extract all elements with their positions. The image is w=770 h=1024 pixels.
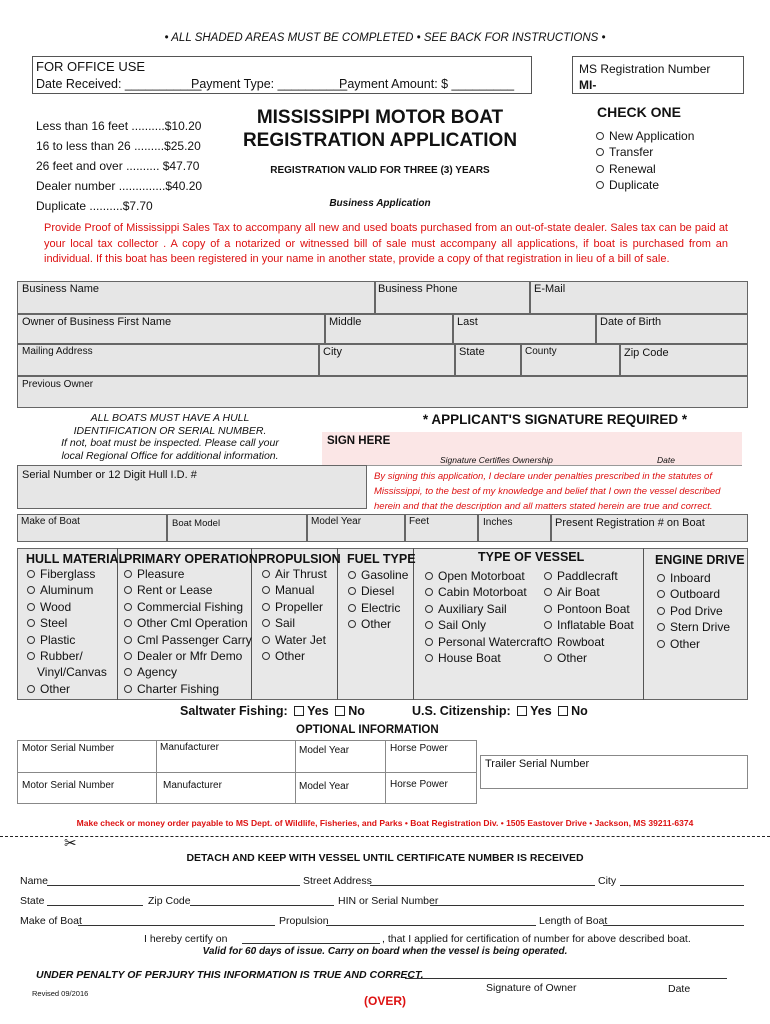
- fee-item: Less than 16 feet ..........$10.20: [36, 119, 202, 133]
- fee-item: Duplicate ..........$7.70: [36, 199, 153, 213]
- signature-of-owner-label: Signature of Owner: [486, 982, 577, 994]
- option-label: Commercial Fishing: [137, 599, 244, 614]
- form-title: [210, 106, 550, 152]
- manufacturer-1-field[interactable]: Manufacturer: [160, 742, 219, 753]
- last-name-field[interactable]: [453, 314, 596, 344]
- engine-drive-title: ENGINE DRIVE: [655, 553, 745, 567]
- option-label: Fiberglass: [40, 567, 96, 581]
- boat-model-field[interactable]: [167, 514, 307, 542]
- field-label: Feet: [409, 516, 430, 527]
- propulsion-title: PROPULSION: [258, 552, 341, 566]
- title-line-2: REGISTRATION APPLICATION: [242, 130, 518, 151]
- motor-table: [17, 740, 477, 804]
- check-transfer[interactable]: [596, 144, 694, 160]
- temp-street-label: Street Address: [303, 875, 372, 887]
- fee-item: 16 to less than 26 .........$25.20: [36, 139, 201, 153]
- owner-date-label: Date: [668, 983, 691, 995]
- option-label: Cabin Motorboat: [438, 585, 527, 600]
- proof-text: Provide Proof of Mississippi Sales Tax to accompany all new and used boats purchased from an out-of-state dealer. Sales tax can be paid at your local tax collector . A copy of a notarized or witnessed bill of sale must accompany all applications, if boat is purchased from an individual. If this boat has been registered in your name in another state, provide a copy of that registration in lieu of a bill of sale.: [44, 222, 728, 265]
- op-rent-lease[interactable]: [124, 582, 252, 598]
- feet-field[interactable]: [405, 514, 478, 542]
- ms-registration-box[interactable]: [572, 56, 744, 94]
- radio-icon: [27, 586, 35, 594]
- valid-60-days: Valid for 60 days of issue. Carry on board when the vessel is being operated.: [202, 946, 568, 957]
- fee-list: [36, 116, 202, 216]
- fuel-type-options: [348, 567, 408, 633]
- saltwater-fishing: [180, 704, 365, 718]
- prop-water-jet[interactable]: [262, 632, 327, 648]
- vessel-other[interactable]: [544, 650, 634, 666]
- over-label: (OVER): [364, 994, 406, 1008]
- prop-air-thrust[interactable]: [262, 566, 327, 582]
- field-label: County: [525, 346, 557, 357]
- signature-certifies-label: Signature Certifies Ownership: [440, 455, 553, 465]
- option-label: Diesel: [361, 584, 395, 599]
- hull-aluminum[interactable]: [27, 582, 107, 598]
- hull-steel[interactable]: [27, 615, 107, 631]
- model-year-2-field[interactable]: Model Year: [299, 781, 350, 792]
- op-pleasure[interactable]: [124, 566, 252, 582]
- option-label: Pod Drive: [670, 603, 723, 618]
- declaration-text: By signing this application, I declare under penalties prescribed in the statutes of Mississippi, to the best of my knowledge and belief that I own the vessel described herein and that the description and all matters stated herein are true and correct.: [374, 471, 721, 512]
- office-payment-amount: Payment Amount: $ _________: [339, 77, 515, 91]
- business-application: Business Application: [329, 198, 431, 209]
- certify-text-b: , that I applied for certification of number for above described boat.: [382, 933, 691, 945]
- option-label: Propeller: [275, 599, 324, 614]
- prop-manual[interactable]: [262, 582, 327, 598]
- hull-note-line: IDENTIFICATION OR SERIAL NUMBER.: [73, 424, 267, 437]
- prop-propeller[interactable]: [262, 599, 327, 615]
- fuel-diesel[interactable]: [348, 583, 408, 599]
- hull-rubber[interactable]: [27, 648, 107, 664]
- vessel-options-col1: [425, 568, 544, 666]
- no-label: No: [348, 704, 365, 718]
- option-label: Electric: [361, 600, 401, 615]
- engine-stern-drive[interactable]: [657, 619, 730, 635]
- option-label: Inboard: [670, 571, 711, 585]
- check-new-application[interactable]: [596, 128, 694, 144]
- hull-vinyl-canvas-label: Vinyl/Canvas: [37, 665, 107, 680]
- option-label: Other: [40, 681, 71, 696]
- radio-icon: [27, 652, 35, 660]
- field-label: Business Name: [22, 283, 100, 295]
- option-label: Rubber/: [40, 649, 83, 664]
- model-year-field[interactable]: [307, 514, 405, 542]
- present-registration-field[interactable]: [551, 514, 748, 542]
- option-label: Manual: [275, 583, 315, 598]
- field-label: Owner of Business First Name: [22, 316, 172, 328]
- payable-text: Make check or money order payable to MS Dept. of Wildlife, Fisheries, and Parks • Boat Registration Div. • 1505 Eastover Drive • Jackson, MS 39211-6374: [76, 818, 694, 828]
- vessel-sail-only[interactable]: [425, 617, 544, 633]
- radio-icon: [124, 668, 132, 676]
- option-label: Dealer or Mfr Demo: [137, 649, 243, 664]
- email-field[interactable]: [530, 281, 748, 314]
- radio-icon: [596, 132, 604, 140]
- option-label: Auxiliary Sail: [438, 601, 507, 616]
- temp-length-label: Length of Boat: [539, 915, 608, 927]
- temp-name-label: Name: [20, 875, 49, 887]
- temp-zip-label: Zip Code: [148, 895, 191, 907]
- office-payment-type: Payment Type: __________: [191, 77, 348, 91]
- radio-icon: [124, 603, 132, 611]
- radio-icon: [27, 619, 35, 627]
- temp-street-line[interactable]: [370, 885, 595, 886]
- middle-name-field[interactable]: [325, 314, 453, 344]
- county-field[interactable]: [521, 344, 620, 376]
- op-charter-fishing[interactable]: [124, 681, 252, 697]
- option-label: Sail: [275, 616, 296, 631]
- vessel-house-boat[interactable]: [425, 650, 544, 666]
- option-label: Charter Fishing: [137, 681, 220, 696]
- signature-field[interactable]: [322, 432, 742, 466]
- city-field[interactable]: [319, 344, 455, 376]
- option-label: Air Boat: [557, 585, 600, 600]
- option-label: Other Cml Operation: [137, 616, 248, 631]
- temp-name-line[interactable]: [47, 885, 300, 886]
- radio-icon: [27, 636, 35, 644]
- office-box: [32, 56, 532, 94]
- field-label: Previous Owner: [22, 379, 94, 390]
- option-label: Paddlecraft: [557, 569, 618, 583]
- radio-icon: [348, 620, 356, 628]
- field-label: E-Mail: [534, 283, 566, 295]
- option-label: Inflatable Boat: [557, 618, 634, 633]
- field-label: City: [323, 346, 342, 358]
- radio-icon: [124, 586, 132, 594]
- radio-icon: [657, 574, 665, 582]
- radio-icon: [348, 587, 356, 595]
- radio-icon: [425, 572, 433, 580]
- radio-icon: [425, 605, 433, 613]
- option-label: Other: [361, 617, 392, 632]
- field-label: Boat Model: [172, 518, 221, 529]
- radio-icon: [544, 621, 552, 629]
- ms-registration-prefix: MI-: [579, 78, 597, 92]
- saltwater-yes-checkbox[interactable]: [294, 706, 304, 716]
- op-dealer-demo[interactable]: [124, 648, 252, 664]
- revised-label: Revised 09/2016: [32, 989, 89, 998]
- temp-city-label: City: [598, 875, 617, 887]
- check-one-title: CHECK ONE: [597, 104, 682, 120]
- owner-signature-line[interactable]: [405, 978, 727, 979]
- field-label: Middle: [329, 316, 362, 328]
- radio-icon: [657, 640, 665, 648]
- radio-icon: [425, 588, 433, 596]
- radio-icon: [262, 652, 270, 660]
- fee-item: 26 feet and over .......... $47.70: [36, 159, 200, 173]
- model-year-1-field[interactable]: Model Year: [299, 745, 350, 756]
- radio-icon: [27, 570, 35, 578]
- hull-other[interactable]: [27, 681, 107, 697]
- temp-make-label: Make of Boat: [20, 915, 82, 927]
- temp-hin-line[interactable]: [430, 905, 744, 906]
- field-label: Serial Number or 12 Digit Hull I.D. #: [22, 469, 197, 481]
- radio-icon: [124, 636, 132, 644]
- option-label: Aluminum: [40, 583, 94, 598]
- engine-pod-drive[interactable]: [657, 603, 730, 619]
- certify-date-line[interactable]: [242, 943, 380, 944]
- option-label: Outboard: [670, 587, 721, 602]
- hull-fiberglass[interactable]: [27, 566, 107, 582]
- temp-state-label: State: [20, 895, 45, 907]
- motor-serial-2-field[interactable]: Motor Serial Number: [22, 780, 115, 791]
- field-label: Last: [457, 316, 478, 328]
- check-duplicate[interactable]: [596, 177, 694, 193]
- horse-power-1-field[interactable]: Horse Power: [390, 743, 448, 754]
- radio-icon: [262, 586, 270, 594]
- radio-icon: [27, 603, 35, 611]
- vessel-auxiliary-sail[interactable]: [425, 601, 544, 617]
- radio-icon: [657, 623, 665, 631]
- zip-code-field[interactable]: [620, 344, 748, 376]
- temp-state-line[interactable]: [47, 905, 143, 906]
- business-phone-field[interactable]: [375, 281, 530, 314]
- prop-sail[interactable]: [262, 615, 327, 631]
- fee-item: Dealer number ..............$40.20: [36, 179, 203, 193]
- option-label: Wood: [40, 599, 72, 614]
- hull-plastic[interactable]: [27, 632, 107, 648]
- vessel-rowboat[interactable]: [544, 634, 634, 650]
- vessel-personal-watercraft[interactable]: [425, 634, 544, 650]
- radio-icon: [544, 588, 552, 596]
- prop-other[interactable]: [262, 648, 327, 664]
- sign-here-label: SIGN HERE: [327, 435, 391, 447]
- propulsion-options: [262, 566, 327, 664]
- radio-icon: [544, 605, 552, 613]
- trailer-serial-field[interactable]: [480, 755, 748, 789]
- make-of-boat-field[interactable]: [17, 514, 167, 542]
- field-label: Zip Code: [624, 347, 669, 359]
- date-of-birth-field[interactable]: [596, 314, 748, 344]
- horse-power-2-field[interactable]: Horse Power: [390, 779, 448, 790]
- owner-first-name-field[interactable]: [17, 314, 325, 344]
- radio-icon: [544, 638, 552, 646]
- option-label: Transfer: [609, 145, 654, 160]
- radio-icon: [657, 590, 665, 598]
- hull-note-line: ALL BOATS MUST HAVE A HULL: [90, 412, 250, 424]
- fuel-electric[interactable]: [348, 600, 408, 616]
- hull-wood[interactable]: [27, 599, 107, 615]
- field-label: Business Phone: [378, 283, 458, 295]
- yes-label: Yes: [530, 704, 552, 718]
- primary-operation-options: [124, 566, 252, 697]
- mailing-address-field[interactable]: [17, 344, 319, 376]
- radio-icon: [425, 621, 433, 629]
- op-agency[interactable]: [124, 664, 252, 680]
- field-label: Model Year: [311, 516, 362, 527]
- temp-hin-label: HIN or Serial Number: [338, 895, 439, 907]
- vessel-air-boat[interactable]: [544, 584, 634, 600]
- vessel-open-motorboat[interactable]: [425, 568, 544, 584]
- option-label: Stern Drive: [670, 620, 731, 635]
- radio-icon: [348, 571, 356, 579]
- inches-field[interactable]: [478, 514, 551, 542]
- serial-number-field[interactable]: [17, 465, 367, 509]
- radio-icon: [124, 685, 132, 693]
- option-label: Sail Only: [438, 618, 487, 633]
- radio-icon: [262, 619, 270, 627]
- field-label: Inches: [483, 517, 513, 528]
- temp-length-line[interactable]: [603, 925, 744, 926]
- radio-icon: [262, 636, 270, 644]
- saltwater-no-checkbox[interactable]: [335, 706, 345, 716]
- temp-propulsion-label: Propulsion: [279, 915, 329, 927]
- field-label: Trailer Serial Number: [485, 758, 590, 770]
- vessel-inflatable-boat[interactable]: [544, 617, 634, 633]
- op-other-cml[interactable]: [124, 615, 252, 631]
- fuel-type-title: FUEL TYPE: [347, 552, 416, 566]
- radio-icon: [425, 654, 433, 662]
- radio-icon: [544, 572, 552, 580]
- option-label: Open Motorboat: [438, 569, 525, 583]
- option-label: Other: [670, 636, 701, 651]
- vessel-cabin-motorboat[interactable]: [425, 584, 544, 600]
- title-line-1: MISSISSIPPI MOTOR BOAT: [256, 107, 504, 128]
- radio-icon: [596, 165, 604, 173]
- option-label: New Application: [609, 129, 695, 143]
- office-title: FOR OFFICE USE: [36, 59, 146, 74]
- citizenship-yes-checkbox[interactable]: [517, 706, 527, 716]
- radio-icon: [262, 570, 270, 578]
- us-citizenship: [412, 704, 588, 718]
- option-label: Pontoon Boat: [557, 601, 630, 616]
- option-label: Cml Passenger Carry: [137, 632, 252, 647]
- top-notice: • ALL SHADED AREAS MUST BE COMPLETED • SEE BACK FOR INSTRUCTIONS •: [164, 32, 606, 44]
- check-one-options: [596, 128, 694, 194]
- fuel-other[interactable]: [348, 616, 408, 632]
- option-label: Renewal: [609, 161, 656, 176]
- optional-information-title: OPTIONAL INFORMATION: [296, 724, 439, 736]
- option-label: Pleasure: [137, 567, 185, 581]
- valid-text: REGISTRATION VALID FOR THREE (3) YEARS: [270, 165, 490, 176]
- option-label: Personal Watercraft: [438, 634, 544, 649]
- engine-other[interactable]: [657, 636, 730, 652]
- option-label: Rent or Lease: [137, 583, 213, 598]
- option-label: Air Thrust: [275, 567, 327, 581]
- temp-zip-line[interactable]: [190, 905, 334, 906]
- state-field[interactable]: [455, 344, 521, 376]
- field-label: Present Registration # on Boat: [555, 517, 705, 529]
- vessel-options-col2: [544, 568, 634, 666]
- scissors-icon: ✂: [64, 835, 77, 852]
- ms-registration-label: MS Registration Number: [579, 62, 711, 76]
- radio-icon: [124, 570, 132, 578]
- radio-icon: [262, 603, 270, 611]
- radio-icon: [348, 604, 356, 612]
- engine-drive-options: [657, 570, 730, 652]
- field-label: Mailing Address: [22, 346, 93, 357]
- hull-note-line: If not, boat must be inspected. Please call your: [61, 437, 279, 449]
- option-label: Gasoline: [361, 568, 409, 582]
- signature-date-label: Date: [657, 455, 675, 465]
- manufacturer-2-field[interactable]: Manufacturer: [163, 780, 222, 791]
- field-label: Date of Birth: [600, 316, 662, 328]
- field-label: State: [459, 346, 485, 358]
- hull-material-title: HULL MATERIAL: [26, 552, 127, 566]
- radio-icon: [596, 148, 604, 156]
- radio-icon: [27, 685, 35, 693]
- hull-note-line: local Regional Office for additional information.: [61, 449, 279, 462]
- type-of-vessel-title: TYPE OF VESSEL: [478, 550, 585, 564]
- check-renewal[interactable]: [596, 161, 694, 177]
- option-label: Plastic: [40, 632, 76, 647]
- certify-text-a: I hereby certify on: [144, 933, 228, 945]
- business-name-field[interactable]: [17, 281, 375, 314]
- option-label: Water Jet: [275, 632, 326, 647]
- option-label: Other: [275, 649, 306, 664]
- office-date: Date Received: ___________: [36, 77, 202, 91]
- cut-line: [0, 836, 770, 837]
- engine-inboard[interactable]: [657, 570, 730, 586]
- op-cml-passenger[interactable]: [124, 632, 252, 648]
- radio-icon: [124, 619, 132, 627]
- option-label: House Boat: [438, 651, 501, 666]
- radio-icon: [544, 654, 552, 662]
- yes-label: Yes: [307, 704, 329, 718]
- engine-outboard[interactable]: [657, 586, 730, 602]
- radio-icon: [124, 652, 132, 660]
- radio-icon: [657, 607, 665, 615]
- temp-make-line[interactable]: [78, 925, 275, 926]
- saltwater-label: Saltwater Fishing:: [180, 704, 288, 718]
- fuel-gasoline[interactable]: [348, 567, 408, 583]
- radio-icon: [596, 181, 604, 189]
- no-label: No: [571, 704, 588, 718]
- citizenship-label: U.S. Citizenship:: [412, 704, 511, 718]
- op-commercial-fishing[interactable]: [124, 599, 252, 615]
- option-label: Agency: [137, 665, 178, 680]
- motor-serial-1-field[interactable]: Motor Serial Number: [22, 743, 115, 754]
- temp-city-line[interactable]: [620, 885, 744, 886]
- temp-propulsion-line[interactable]: [326, 925, 536, 926]
- vessel-pontoon-boat[interactable]: [544, 601, 634, 617]
- hull-note: [20, 412, 320, 462]
- field-label: Make of Boat: [21, 516, 80, 527]
- primary-operation-title: PRIMARY OPERATION: [124, 552, 258, 566]
- option-label: Steel: [40, 616, 68, 631]
- option-label: Duplicate: [609, 178, 660, 193]
- vessel-paddlecraft[interactable]: [544, 568, 634, 584]
- signature-required: * APPLICANT'S SIGNATURE REQUIRED *: [422, 412, 688, 427]
- option-label: Other: [557, 651, 588, 666]
- radio-icon: [425, 638, 433, 646]
- detach-text: DETACH AND KEEP WITH VESSEL UNTIL CERTIFICATE NUMBER IS RECEIVED: [186, 852, 584, 864]
- citizenship-no-checkbox[interactable]: [558, 706, 568, 716]
- option-label: Rowboat: [557, 634, 605, 649]
- hull-material-options: [27, 566, 107, 697]
- perjury-text: UNDER PENALTY OF PERJURY THIS INFORMATION IS TRUE AND CORRECT.: [36, 969, 424, 981]
- previous-owner-field[interactable]: [17, 376, 748, 408]
